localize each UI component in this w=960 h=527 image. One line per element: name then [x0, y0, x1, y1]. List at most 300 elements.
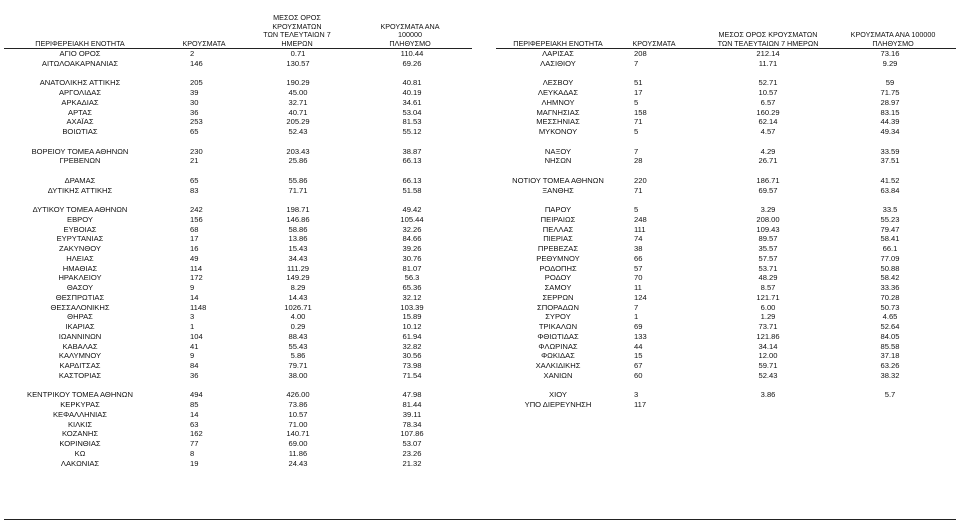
- rate-cell: 33.36: [880, 283, 900, 292]
- rate-cell: 61.94: [402, 331, 422, 341]
- avg-cell: 8.29: [290, 283, 306, 292]
- cases-cell: 253: [190, 117, 203, 127]
- cases-cell: 41: [190, 341, 199, 351]
- avg-cell: 149.29: [286, 273, 310, 283]
- rate-cell: 77.09: [880, 253, 900, 263]
- rate-cell: 38.87: [402, 146, 422, 156]
- region-name-cell: ΡΕΘΥΜΝΟΥ: [536, 253, 580, 263]
- avg-cell: 48.29: [758, 273, 778, 283]
- region-name-cell: ΝΑΞΟΥ: [544, 146, 572, 156]
- rate-cell: 50.73: [880, 302, 900, 312]
- table-row: [4, 449, 472, 459]
- region-name-cell: ΚΑΒΑΛΑΣ: [62, 341, 98, 351]
- region-name-cell: ΗΛΕΙΑΣ: [66, 253, 94, 263]
- region-name-cell: ΖΑΚΥΝΘΟΥ: [59, 244, 101, 253]
- cases-cell: 7: [634, 58, 639, 68]
- rate-cell: 69.26: [402, 58, 422, 68]
- avg-cell: 426.00: [286, 390, 310, 400]
- spacer-row: [4, 195, 472, 205]
- cases-cell: 68: [190, 224, 199, 234]
- avg-cell: 198.71: [286, 205, 310, 214]
- cases-cell: 28: [634, 156, 643, 166]
- region-name-cell: ΕΥΡΥΤΑΝΙΑΣ: [56, 234, 104, 244]
- cases-cell: 69: [634, 322, 643, 331]
- avg-cell: 62.14: [758, 117, 778, 127]
- table-row: [4, 371, 472, 381]
- avg-cell: 12.00: [758, 351, 778, 361]
- avg-cell: 57.57: [758, 253, 778, 263]
- cases-cell: 7: [634, 302, 639, 312]
- avg-cell: 45.00: [288, 88, 308, 97]
- avg-cell: 121.86: [756, 331, 780, 341]
- table-row: [4, 59, 472, 69]
- table-row: [4, 117, 472, 127]
- spacer-row: [496, 166, 956, 176]
- region-name-cell: ΔΡΑΜΑΣ: [64, 175, 96, 185]
- cases-cell: 71: [634, 185, 643, 195]
- table-row: [4, 283, 472, 293]
- table-row: [4, 332, 472, 342]
- rate-cell: 47.98: [402, 390, 422, 400]
- region-name-cell: ΠΕΙΡΑΙΩΣ: [540, 214, 576, 224]
- rate-cell: 30.56: [402, 351, 422, 361]
- table-row: [4, 400, 472, 410]
- table-row: [496, 127, 956, 137]
- cases-cell: 39: [190, 88, 199, 97]
- cases-cell: 1148: [190, 302, 207, 312]
- table-row: [4, 459, 472, 469]
- table-row: [4, 303, 472, 313]
- avg-cell: 38.00: [288, 370, 308, 380]
- avg-cell: 55.43: [288, 341, 308, 351]
- bottom-divider: [4, 519, 956, 520]
- avg-cell: 55.86: [288, 175, 308, 185]
- cases-cell: 11: [634, 283, 642, 292]
- table-row: [4, 420, 472, 430]
- rate-cell: 23.26: [402, 448, 422, 458]
- avg-cell: 88.43: [288, 331, 308, 341]
- cases-cell: 51: [634, 78, 643, 88]
- region-name-cell: ΒΟΙΩΤΙΑΣ: [62, 127, 98, 136]
- rate-cell: 83.15: [880, 107, 900, 117]
- cases-cell: 14: [190, 409, 199, 419]
- cases-cell: 44: [634, 341, 643, 351]
- avg-cell: 24.43: [288, 458, 308, 468]
- table-row: [4, 49, 472, 59]
- cases-cell: 1: [634, 312, 639, 322]
- avg-cell: 69.57: [758, 185, 778, 195]
- rate-cell: 53.04: [402, 107, 422, 117]
- avg-cell: 10.57: [288, 409, 308, 419]
- cases-cell: 8: [190, 448, 195, 458]
- avg-cell: 58.86: [288, 224, 308, 234]
- table-row: [496, 117, 956, 127]
- rate-cell: 9.29: [882, 58, 898, 68]
- avg-cell: 4.00: [290, 312, 306, 322]
- header-avg-7-days: ΜΕΣΟΣ ΟΡΟΣ ΚΡΟΥΣΜΑΤΩΝ ΤΩΝ ΤΕΛΕΥΤΑΙΩΝ 7 ΗΜΕΡΩΝ: [263, 13, 331, 48]
- cases-cell: 71: [634, 117, 643, 127]
- rate-cell: 56.3: [404, 273, 420, 283]
- table-row: [496, 293, 956, 303]
- region-name-cell: ΡΟΔΟΥ: [544, 273, 572, 283]
- rate-cell: 37.18: [880, 351, 900, 361]
- region-name-cell: ΣΥΡΟΥ: [545, 312, 571, 322]
- region-name-cell: ΚΕΦΑΛΛΗΝΙΑΣ: [52, 409, 108, 419]
- rate-cell: 84.05: [880, 331, 900, 341]
- region-name-cell: ΗΜΑΘΙΑΣ: [62, 263, 98, 273]
- spacer-row: [4, 69, 472, 79]
- region-name-cell: ΠΑΡΟΥ: [544, 205, 572, 214]
- rate-cell: 63.26: [880, 361, 900, 370]
- cases-cell: 242: [190, 205, 203, 214]
- region-name-cell: ΥΠΟ ΔΙΕΡΕΥΝΗΣΗ: [524, 400, 592, 409]
- avg-cell: 205.29: [286, 117, 310, 127]
- avg-cell: 15.43: [288, 244, 308, 253]
- table-row: [4, 342, 472, 352]
- rate-cell: 33.5: [882, 205, 898, 214]
- rate-cell: 107.86: [400, 429, 424, 439]
- rate-cell: 34.61: [402, 97, 422, 107]
- region-name-cell: ΚΑΣΤΟΡΙΑΣ: [58, 370, 102, 380]
- rate-cell: 66.13: [402, 156, 422, 166]
- table-row: [4, 429, 472, 439]
- avg-cell: 69.00: [288, 439, 308, 448]
- region-name-cell: ΒΟΡΕΙΟΥ ΤΟΜΕΑ ΑΘΗΝΩΝ: [31, 146, 129, 156]
- table-row: [4, 215, 472, 225]
- avg-cell: 4.29: [760, 146, 776, 156]
- header-avg-7-days: ΜΕΣΟΣ ΟΡΟΣ ΚΡΟΥΣΜΑΤΩΝ ΤΩΝ ΤΕΛΕΥΤΑΙΩΝ 7 ΗΜΕΡΩΝ: [717, 30, 819, 48]
- table-row: [4, 78, 472, 88]
- avg-cell: 111.29: [286, 263, 310, 273]
- table-row: [496, 390, 956, 400]
- rate-cell: 55.23: [880, 214, 900, 224]
- rate-cell: 49.34: [880, 127, 900, 136]
- avg-cell: 203.43: [286, 146, 310, 156]
- rate-cell: 52.64: [880, 322, 900, 331]
- cases-cell: 57: [634, 263, 643, 273]
- rate-cell: 32.82: [402, 341, 422, 351]
- cases-cell: 83: [190, 185, 199, 195]
- spacer-row: [4, 166, 472, 176]
- table-row: [4, 108, 472, 118]
- avg-cell: 5.86: [290, 351, 306, 361]
- cases-cell: 17: [190, 234, 199, 244]
- rate-cell: 81.53: [402, 117, 422, 127]
- avg-cell: 212.14: [756, 49, 780, 58]
- rate-cell: 55.12: [402, 127, 422, 136]
- avg-cell: 32.71: [288, 97, 308, 107]
- table-row: [496, 98, 956, 108]
- avg-cell: 13.86: [288, 234, 308, 244]
- table-row: [4, 127, 472, 137]
- region-name-cell: ΣΑΜΟΥ: [544, 283, 572, 292]
- region-name-cell: ΞΑΝΘΗΣ: [542, 185, 574, 195]
- cases-cell: 114: [190, 263, 203, 273]
- region-name-cell: ΚΩ: [74, 448, 86, 458]
- region-name-cell: ΑΧΑΪΑΣ: [66, 117, 94, 127]
- avg-cell: 10.57: [758, 88, 778, 97]
- rate-cell: 30.76: [402, 253, 422, 263]
- cases-cell: 494: [190, 390, 203, 400]
- rate-cell: 40.81: [402, 78, 422, 88]
- avg-cell: 40.71: [288, 107, 308, 117]
- table-row: [4, 273, 472, 283]
- cases-cell: 3: [190, 312, 195, 322]
- region-name-cell: ΠΙΕΡΙΑΣ: [543, 234, 573, 244]
- spacer-row: [496, 381, 956, 391]
- cases-cell: 230: [190, 146, 203, 156]
- spacer-row: [496, 69, 956, 79]
- rate-cell: 21.32: [402, 458, 422, 468]
- table-row: [496, 254, 956, 264]
- table-row: [496, 49, 956, 59]
- rate-cell: 28.97: [880, 97, 900, 107]
- avg-cell: 73.71: [758, 322, 778, 331]
- rate-cell: 58.41: [880, 234, 900, 244]
- rate-cell: 32.12: [402, 292, 422, 302]
- region-name-cell: ΑΙΤΩΛΟΑΚΑΡΝΑΝΙΑΣ: [41, 58, 119, 68]
- cases-cell: 7: [634, 146, 639, 156]
- region-name-cell: ΗΡΑΚΛΕΙΟΥ: [58, 273, 102, 283]
- cases-cell: 74: [634, 234, 643, 244]
- avg-cell: 34.43: [288, 253, 308, 263]
- rate-cell: 66.1: [882, 244, 898, 253]
- region-name-cell: ΜΥΚΟΝΟΥ: [538, 127, 578, 136]
- avg-cell: 3.86: [760, 390, 776, 400]
- table-row: [496, 59, 956, 69]
- left-table: [4, 13, 472, 468]
- avg-cell: 4.57: [760, 127, 776, 136]
- avg-cell: 25.86: [288, 156, 308, 166]
- cases-cell: 60: [634, 370, 643, 380]
- cases-cell: 17: [634, 88, 643, 97]
- region-name-cell: ΣΕΡΡΩΝ: [542, 292, 574, 302]
- avg-cell: 190.29: [286, 78, 310, 88]
- table-row: [496, 342, 956, 352]
- avg-cell: 89.57: [758, 234, 778, 244]
- region-name-cell: ΑΡΤΑΣ: [68, 107, 92, 117]
- table-row: [4, 205, 472, 215]
- table-row: [496, 322, 956, 332]
- table-row: [4, 254, 472, 264]
- region-name-cell: ΧΑΝΙΩΝ: [543, 370, 573, 380]
- rate-cell: 5.7: [884, 390, 896, 400]
- avg-cell: 35.57: [758, 244, 778, 253]
- cases-cell: 162: [190, 429, 203, 439]
- region-name-cell: ΔΥΤΙΚΟΥ ΤΟΜΕΑ ΑΘΗΝΩΝ: [32, 205, 128, 214]
- rate-cell: 71.75: [880, 88, 900, 97]
- avg-cell: 52.43: [288, 127, 308, 136]
- rate-cell: 58.42: [880, 273, 900, 283]
- avg-cell: 0.71: [290, 49, 306, 58]
- region-name-cell: ΦΛΩΡΙΝΑΣ: [538, 341, 578, 351]
- right-table-header: [496, 20, 956, 48]
- right-table: [496, 20, 956, 410]
- region-name-cell: ΦΩΚΙΔΑΣ: [541, 351, 575, 361]
- region-name-cell: ΤΡΙΚΑΛΩΝ: [538, 322, 578, 331]
- table-row: [496, 244, 956, 254]
- region-name-cell: ΙΚΑΡΙΑΣ: [65, 322, 95, 331]
- avg-cell: 53.71: [758, 263, 778, 273]
- region-name-cell: ΚΑΡΔΙΤΣΑΣ: [59, 361, 101, 370]
- rate-cell: 110.44: [400, 49, 424, 58]
- header-region: ΠΕΡΙΦΕΡΕΙΑΚΗ ΕΝΟΤΗΤΑ: [513, 38, 603, 48]
- region-name-cell: ΑΡΓΟΛΙΔΑΣ: [58, 88, 102, 97]
- region-name-cell: ΑΓΙΟ ΟΡΟΣ: [59, 49, 101, 58]
- cases-cell: 14: [190, 292, 199, 302]
- cases-cell: 172: [190, 273, 203, 283]
- cases-cell: 5: [634, 127, 639, 136]
- rate-cell: 84.66: [402, 234, 422, 244]
- region-name-cell: ΣΠΟΡΑΔΩΝ: [537, 302, 579, 312]
- avg-cell: 59.71: [758, 361, 778, 370]
- avg-cell: 160.29: [756, 107, 780, 117]
- cases-cell: 66: [634, 253, 643, 263]
- table-row: [496, 361, 956, 371]
- cases-cell: 16: [190, 244, 199, 253]
- table-row: [4, 361, 472, 371]
- rate-cell: 39.11: [402, 409, 422, 419]
- cases-cell: 9: [190, 283, 195, 292]
- cases-cell: 70: [634, 273, 643, 283]
- cases-cell: 85: [190, 400, 199, 409]
- region-name-cell: ΚΕΝΤΡΙΚΟΥ ΤΟΜΕΑ ΑΘΗΝΩΝ: [27, 390, 133, 400]
- table-row: [4, 234, 472, 244]
- cases-cell: 36: [190, 370, 199, 380]
- table-row: [4, 186, 472, 196]
- table-row: [4, 98, 472, 108]
- rate-cell: 10.12: [402, 322, 422, 331]
- region-name-cell: ΕΒΡΟΥ: [67, 214, 93, 224]
- table-row: [496, 78, 956, 88]
- rate-cell: 50.88: [880, 263, 900, 273]
- cases-cell: 65: [190, 175, 199, 185]
- table-row: [496, 351, 956, 361]
- avg-cell: 79.71: [288, 361, 308, 370]
- left-table-header: [4, 13, 472, 48]
- region-name-cell: ΝΗΣΩΝ: [544, 156, 572, 166]
- cases-cell: 84: [190, 361, 199, 370]
- spacer-row: [496, 195, 956, 205]
- rate-cell: 40.19: [402, 88, 422, 97]
- cases-cell: 49: [190, 253, 199, 263]
- table-row: [496, 371, 956, 381]
- avg-cell: 26.71: [758, 156, 778, 166]
- table-row: [496, 176, 956, 186]
- cases-cell: 77: [190, 439, 199, 448]
- cases-cell: 124: [634, 292, 647, 302]
- table-row: [496, 156, 956, 166]
- avg-cell: 186.71: [756, 175, 780, 185]
- cases-cell: 158: [634, 107, 647, 117]
- table-row: [4, 176, 472, 186]
- region-name-cell: ΛΕΥΚΑΔΑΣ: [537, 88, 579, 97]
- table-row: [4, 312, 472, 322]
- cases-cell: 104: [190, 331, 203, 341]
- spacer-row: [4, 137, 472, 147]
- rate-cell: 41.52: [880, 175, 900, 185]
- rate-cell: 73.16: [880, 49, 900, 58]
- cases-cell: 3: [634, 390, 639, 400]
- region-name-cell: ΘΕΣΠΡΩΤΙΑΣ: [55, 292, 105, 302]
- table-row: [4, 244, 472, 254]
- left-table-body: [4, 49, 472, 468]
- spacer-row: [496, 137, 956, 147]
- table-row: [496, 234, 956, 244]
- avg-cell: 109.43: [756, 224, 780, 234]
- rate-cell: 81.07: [402, 263, 422, 273]
- region-name-cell: ΙΩΑΝΝΙΝΩΝ: [58, 331, 102, 341]
- avg-cell: 1026.71: [284, 302, 312, 312]
- region-name-cell: ΑΝΑΤΟΛΙΚΗΣ ΑΤΤΙΚΗΣ: [39, 78, 121, 88]
- avg-cell: 130.57: [286, 58, 310, 68]
- avg-cell: 34.14: [758, 341, 778, 351]
- rate-cell: 53.07: [402, 439, 422, 448]
- avg-cell: 14.43: [288, 292, 308, 302]
- avg-cell: 71.00: [288, 419, 308, 429]
- region-name-cell: ΑΡΚΑΔΙΑΣ: [61, 97, 99, 107]
- region-name-cell: ΕΥΒΟΙΑΣ: [63, 224, 97, 234]
- cases-cell: 19: [190, 458, 199, 468]
- table-row: [496, 273, 956, 283]
- table-row: [4, 156, 472, 166]
- avg-cell: 11.86: [288, 448, 308, 458]
- rate-cell: 33.59: [880, 146, 900, 156]
- table-row: [496, 283, 956, 293]
- rate-cell: 73.98: [402, 361, 422, 370]
- rate-cell: 63.84: [880, 185, 900, 195]
- rate-cell: 37.51: [880, 156, 900, 166]
- avg-cell: 6.00: [760, 302, 776, 312]
- avg-cell: 8.57: [760, 283, 776, 292]
- table-row: [4, 264, 472, 274]
- avg-cell: 52.43: [758, 370, 778, 380]
- cases-cell: 133: [634, 331, 647, 341]
- table-row: [496, 264, 956, 274]
- table-row: [496, 225, 956, 235]
- header-region: ΠΕΡΙΦΕΡΕΙΑΚΗ ΕΝΟΤΗΤΑ: [35, 38, 125, 48]
- rate-cell: 103.39: [400, 302, 424, 312]
- avg-cell: 140.71: [286, 429, 310, 439]
- rate-cell: 66.13: [402, 175, 422, 185]
- rate-cell: 15.89: [402, 312, 422, 322]
- right-table-body: [496, 49, 956, 410]
- region-name-cell: ΛΑΣΙΘΙΟΥ: [540, 58, 576, 68]
- region-name-cell: ΧΑΛΚΙΔΙΚΗΣ: [535, 361, 581, 370]
- region-name-cell: ΠΕΛΛΑΣ: [542, 224, 574, 234]
- avg-cell: 52.71: [758, 78, 778, 88]
- avg-cell: 73.86: [288, 400, 308, 409]
- region-name-cell: ΘΑΣΟΥ: [66, 283, 94, 292]
- header-cases: ΚΡΟΥΣΜΑΤΑ: [182, 38, 226, 48]
- cases-cell: 38: [634, 244, 643, 253]
- region-name-cell: ΚΙΛΚΙΣ: [67, 419, 93, 429]
- table-row: [496, 205, 956, 215]
- header-rate-per-100000: ΚΡΟΥΣΜΑΤΑ ΑΝΑ 100000 ΠΛΗΘΥΣΜΟ: [850, 30, 936, 48]
- rate-cell: 51.58: [402, 185, 422, 195]
- rate-cell: 4.65: [882, 312, 898, 322]
- table-row: [496, 186, 956, 196]
- cases-cell: 67: [634, 361, 643, 370]
- cases-cell: 36: [190, 107, 199, 117]
- region-name-cell: ΚΑΛΥΜΝΟΥ: [58, 351, 102, 361]
- avg-cell: 3.29: [760, 205, 776, 214]
- cases-cell: 248: [634, 214, 647, 224]
- rate-cell: 70.28: [880, 292, 900, 302]
- cases-cell: 1: [190, 322, 195, 331]
- cases-cell: 146: [190, 58, 203, 68]
- cases-cell: 117: [634, 400, 647, 409]
